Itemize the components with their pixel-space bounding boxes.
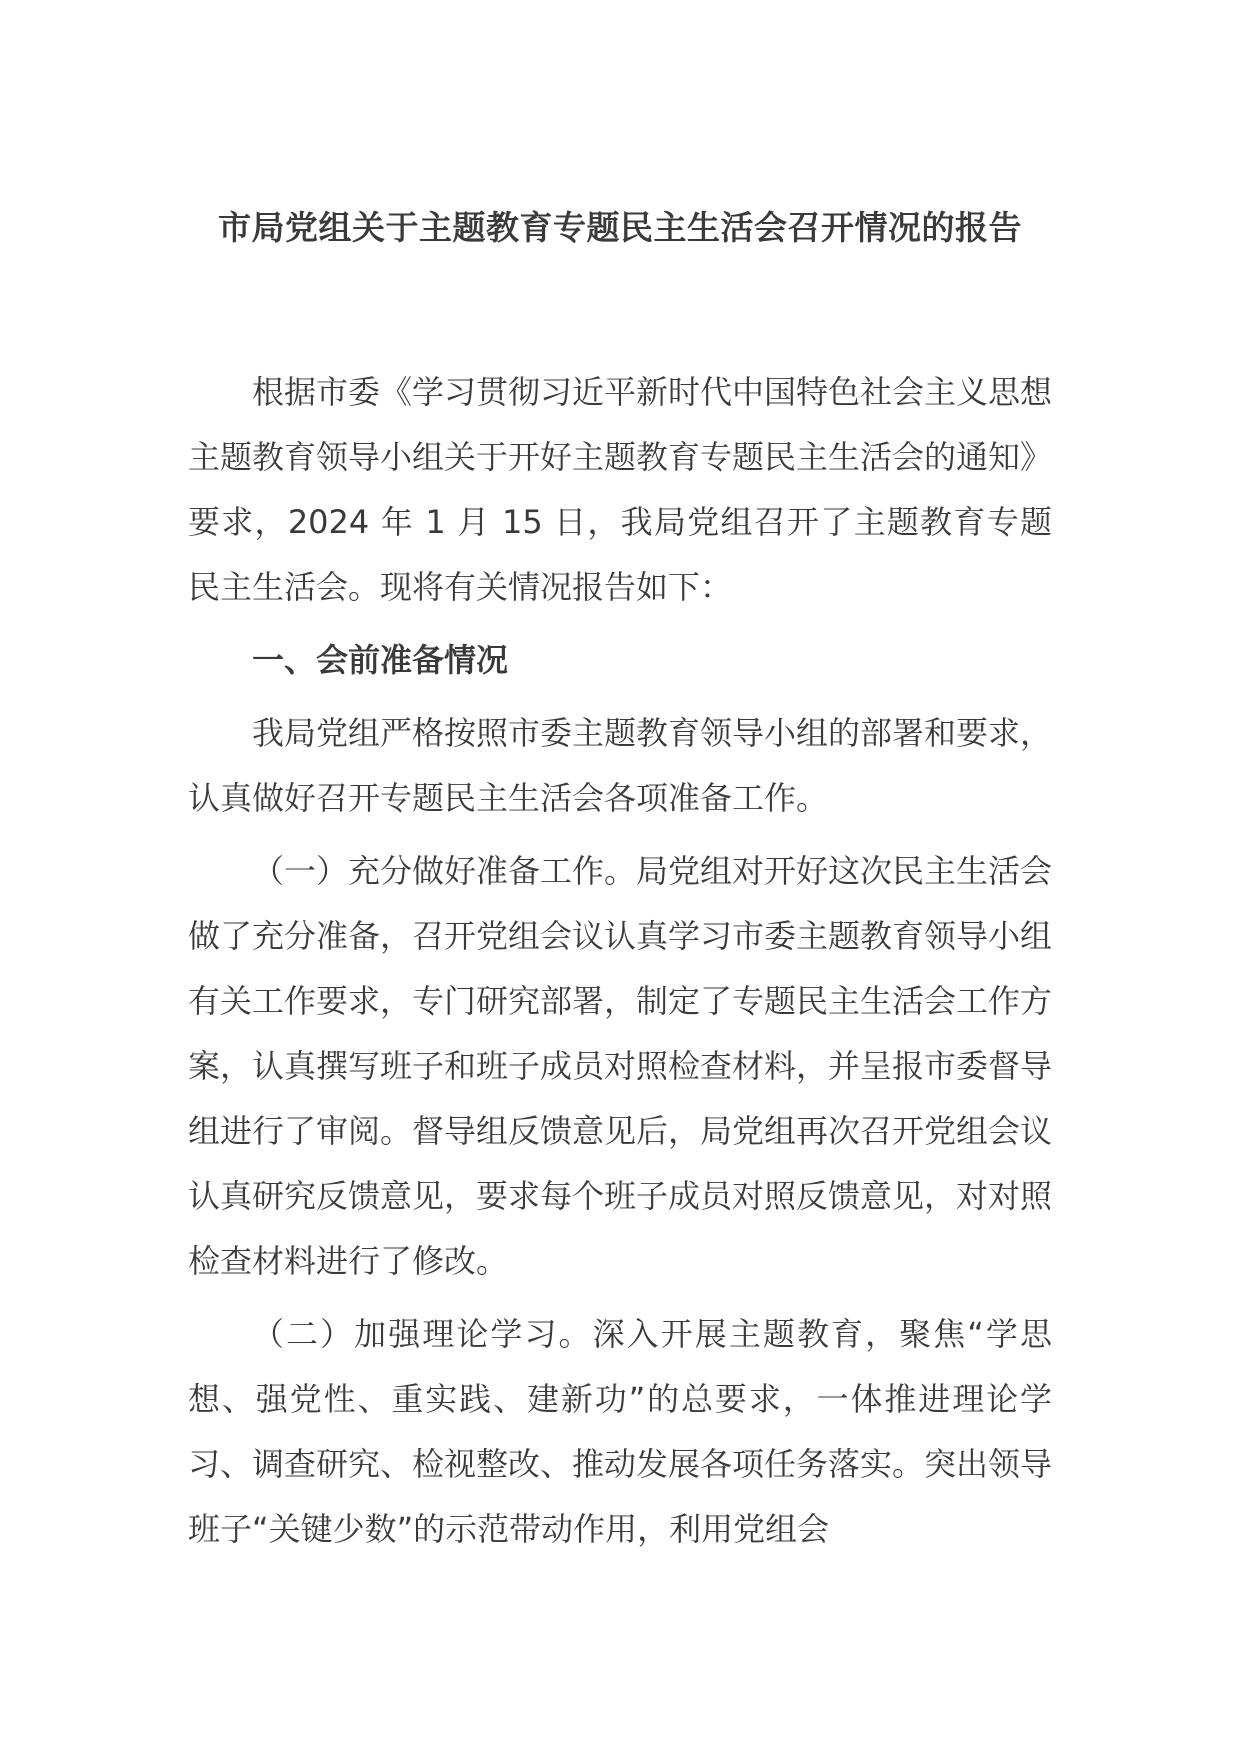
section-heading-1: 一、会前准备情况 (252, 641, 509, 679)
subsection-2-paragraph: （二）加强理论学习。深入开展主题教育，聚焦“学思想、强党性、重实践、建新功”的总要求，一体推进理论学习、调查研究、检视整改、推动发展各项任务落实。突出领导班子“关键少数”的示范带动作用，利用党组会 (188, 1315, 1053, 1548)
subsection-1-paragraph: （一）充分做好准备工作。局党组对开好这次民主生活会做了充分准备，召开党组会议认真学习市委主题教育领导小组有关工作要求，专门研究部署，制定了专题民主生活会工作方案，认真撰写班子和班子成员对照检查材料，并呈报市委督导组进行了审阅。督导组反馈意见后，局党组再次召开党组会议认真研究反馈意见，要求每个班子成员对照反馈意见，对对照检查材料进行了修改。 (188, 852, 1053, 1280)
document-title: 市局党组关于主题教育专题民主生活会召开情况的报告 (218, 208, 1022, 247)
intro-paragraph: 根据市委《学习贯彻习近平新时代中国特色社会主义思想主题教育领导小组关于开好主题教育专题民主生活会的通知》要求，2024 年 1 月 15 日，我局党组召开了主题教育专题民主生活会。现将有关情况报告如下： (188, 373, 1053, 606)
document-body (188, 360, 1052, 1570)
section-1-intro-paragraph: 我局党组严格按照市委主题教育领导小组的部署和要求，认真做好召开专题民主生活会各项准备工作。 (188, 714, 1053, 817)
